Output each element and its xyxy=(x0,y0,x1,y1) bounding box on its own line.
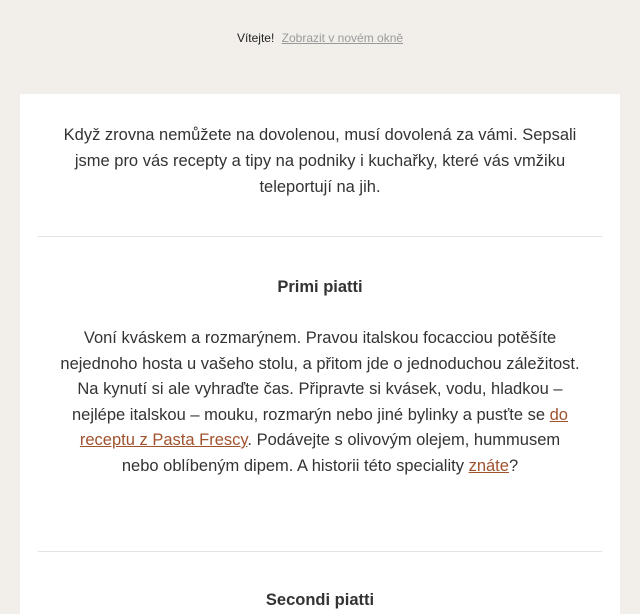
section-title-secondi-piatti: Secondi piatti xyxy=(265,591,375,609)
body-text-part: ? xyxy=(508,456,519,475)
intro-paragraph: Když zrovna nemůžete na dovolenou, musí dovolená za vámi. Sepsali jsme pro vás recepty a tipy na podniky i kuchařky, které vás vmžiku teleportují na jih. xyxy=(63,126,577,196)
section-divider xyxy=(38,551,602,552)
section-title-primi-piatti: Primi piatti xyxy=(277,278,363,296)
email-content-card xyxy=(20,94,620,614)
preheader xyxy=(0,30,640,46)
body-text-part: Voní kváskem a rozmarýnem. Pravou italskou focacciou potěšíte nejednoho hosta u vašeho stolu, a přitom jde o jednoduchou záležitost. Na kynutí si ale vyhraďte čas. Připravte si kvásek, vodu, hladkou – nejlépe italskou – mouku, rozmarýn nebo jiné bylinky a pusťte se xyxy=(60,329,580,424)
view-in-browser-link[interactable]: Zobrazit v novém okně xyxy=(281,31,404,45)
recipe-pasta-frescy-link[interactable]: do receptu z Pasta Frescy xyxy=(79,405,568,449)
body-text-part: . Podávejte s olivovým olejem, hummusem nebo oblíbeným dipem. A historii této speciality xyxy=(121,431,561,475)
section-divider xyxy=(38,236,602,237)
history-link[interactable]: znáte xyxy=(468,456,509,475)
section-body-primi-piatti xyxy=(60,326,580,479)
greeting-text: Vítejte! xyxy=(236,31,275,45)
